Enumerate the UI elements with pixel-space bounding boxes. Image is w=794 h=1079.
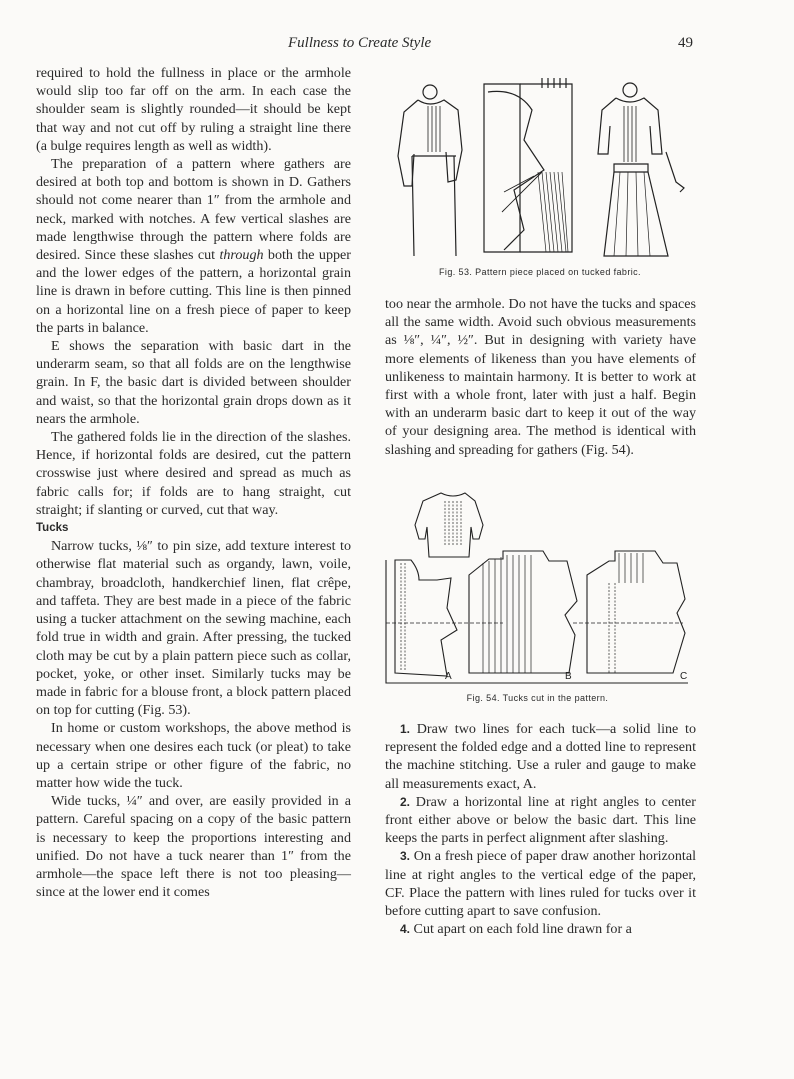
blouse-figure-left: [398, 85, 462, 256]
paragraph: The gathered folds lie in the direction of the slashes. Hence, if horizontal folds are desired, cut the pattern crosswise just where desired and spread as much as fabric calls for; if folds are to hang straight, cut straight; if slanting or curved, cut that way.: [36, 429, 351, 518]
step-3: 3. On a fresh piece of paper draw another horizontal line at right angles to the vertical edge of the paper, CF. Place the pattern with lines ruled for tucks over it before cutting apart to save confusion.: [385, 848, 696, 920]
fig54-label-c: C: [680, 671, 688, 682]
paragraph: E shows the separation with basic dart in the underarm seam, so that all folds are on the lengthwise grain. In F, the basic dart is divided between shoulder and waist, so that the horizontal grain drops down as it nears the armhole.: [36, 338, 351, 427]
pattern-piece-c: [573, 551, 685, 673]
step-4: 4. Cut apart on each fold line drawn for a: [400, 921, 632, 938]
step-1: 1. Draw two lines for each tuck—a solid line to represent the folded edge and a dotted line to represent the machine stitching. Use a ruler and gauge to make all measurements exact, A.: [385, 721, 696, 792]
page-number: 49: [678, 35, 693, 51]
figure-54-caption: Fig. 54. Tucks cut in the pattern.: [466, 693, 609, 703]
running-title: Fullness to Create Style: [288, 35, 432, 51]
paragraph: Narrow tucks, ⅛″ to pin size, add texture interest to otherwise flat material such as organdy, lawn, voile, chambray, broadcloth, handkerchief linen, flat crêpe, and taffeta. They are best made in a piece of the fabric using a tucker attachment on the sewing machine, each fold true in width and grain. After pressing, the tucked cloth may be cut by a plain pattern piece such as collar, pocket, yoke, or other inset. Similarly tucks may be made in fabric for a blouse front, a block pattern placed on top for cutting (Fig. 53).: [36, 538, 351, 719]
running-header: [0, 35, 794, 55]
pattern-piece-b: [469, 551, 577, 673]
paragraph: Wide tucks, ¼″ and over, are easily provided in a pattern. Careful spacing on a copy of the basic pattern is necessary to keep the proportions interesting and unified. Do not have a tuck nearer than 1″ from the armhole—the space left there is not too pleasing—since at the lower end it comes: [36, 793, 351, 901]
paragraph: The preparation of a pattern where gathers are desired at both top and bottom is shown in D. Gathers should not come nearer than 1″ from the armhole and neck, marked with notches. A few vertical slashes are made lengthwise through the pattern where folds are desired. Since these slashes cut through both the upper and the lower edges of the pattern, a horizontal grain line is drawn in before cutting. This line is then pinned on a horizontal line on a fresh piece of paper to keep the parts in balance.: [36, 156, 351, 336]
right-column-steps: [385, 720, 696, 938]
section-heading-tucks: Tucks: [36, 522, 69, 535]
paragraph: too near the armhole. Do not have the tucks and spaces all the same width. Avoid such obvious measurements as ⅛″, ¼″, ½″. But in designing with variety have more elements of likeness than you have elements of unlikeness to maintain harmony. It is better to work at first with a whole front, later with just a half. Begin with an underarm basic dart to keep it out of the way of your designing area. The method is identical with slashing and spreading for gathers (Fig. 54).: [385, 296, 696, 458]
step-2: 2. Draw a horizontal line at right angles to center front either above or below the basic dart. This line keeps the parts in perfect alignment after slashing.: [385, 793, 696, 847]
fig54-label-a: A: [445, 671, 452, 682]
left-column: [36, 64, 351, 901]
tucked-blouse-sketch: [415, 493, 483, 557]
figure-53-illustration: [392, 72, 698, 260]
pattern-on-fabric: [484, 78, 572, 252]
fig54-label-b: B: [565, 671, 572, 682]
pattern-piece-a: [386, 560, 503, 676]
figure-54-illustration: [383, 483, 695, 688]
figure-53-caption: Fig. 53. Pattern piece placed on tucked fabric.: [439, 267, 641, 277]
paragraph: required to hold the fullness in place or the armhole would slip too far off on the arm. In each case the shoulder seam is slightly rounded—it should be kept that way and not cut off by ruling a straight line there (a bulge requires length as well as width).: [36, 65, 351, 154]
dress-figure-right: [598, 83, 684, 256]
paragraph: In home or custom workshops, the above method is necessary when one desires each tuck (or pleat) to take up a certain stripe or other figure of the fabric, no matter how wide the tuck.: [36, 720, 351, 791]
right-column-top: [385, 295, 696, 459]
